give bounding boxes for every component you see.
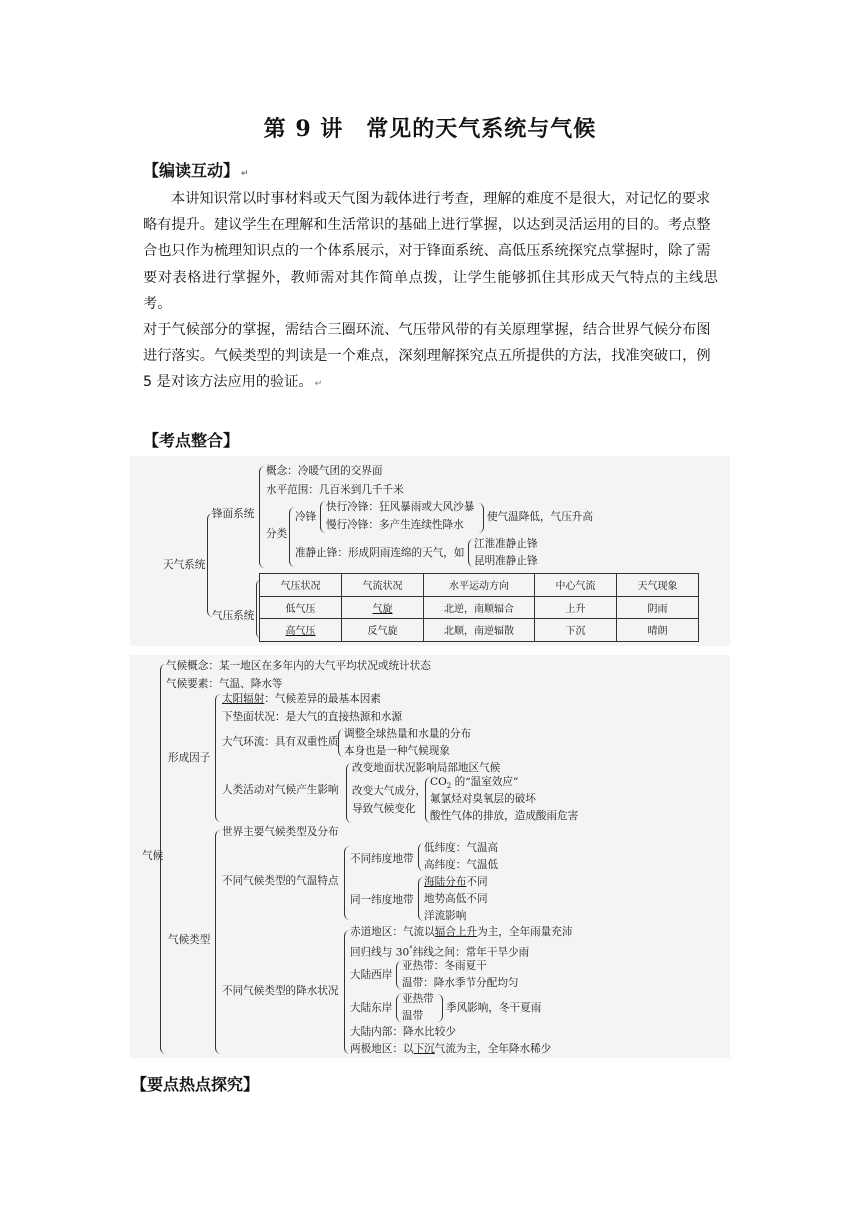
table-cell: 下沉 (535, 619, 617, 642)
intro-line: 进行落实。气候类型的判读是一个难点，深刻理解探究点五所提供的方法，找准突破口，例 (143, 348, 711, 365)
pressure-system-label: 气压系统 (212, 610, 255, 622)
intro-line (143, 369, 718, 397)
table-header-row (260, 574, 699, 597)
classify-label: 分类 (266, 528, 288, 540)
table-cell: 北逆，南顺辐合 (424, 596, 535, 619)
monsoon-effect: 季风影响，冬干夏雨 (446, 1002, 542, 1014)
cfc-ozone: 氟氯烃对臭氧层的破坏 (430, 793, 536, 805)
inland: 大陆内部：降水比较少 (350, 1026, 456, 1038)
formation-factors-label: 形成因子 (168, 752, 211, 764)
page-title: 第 9 讲 常见的天气系统与气候 (263, 116, 597, 142)
table-header-cell: 天气现象 (617, 574, 699, 597)
pressure-system-table (259, 573, 699, 642)
factor-surface: 下垫面状况：是大气的直接热源和水源 (222, 711, 403, 723)
cold-front-label: 冷锋 (295, 511, 317, 523)
table-header-cell: 气流状况 (342, 574, 424, 597)
equator-desc: 为主，全年雨量充沛 (477, 926, 573, 938)
land-sea-desc: 不同 (466, 876, 488, 888)
front-concept: 概念：冷暖气团的交界面 (266, 465, 383, 477)
polar-text: 两极地区：以 (350, 1043, 414, 1055)
west-subtropical: 亚热带：冬雨夏干 (402, 960, 487, 972)
low-latitude: 低纬度：气温高 (424, 842, 499, 854)
same-latitude: 同一纬度地带 (350, 894, 414, 906)
equator-term: 辐合上升 (434, 926, 478, 938)
section-heading-reading (143, 158, 249, 181)
co2-text: CO (430, 776, 447, 788)
table-cell-text: 气旋 (372, 603, 393, 615)
table-cell (260, 619, 342, 642)
front-system-label: 锋面系统 (212, 508, 255, 520)
climate-types-label: 气候类型 (168, 934, 211, 946)
circulation-adjust: 调整全球热量和水量的分布 (344, 728, 472, 740)
land-sea-term: 海陆分布 (424, 876, 467, 888)
section-heading-label: 【编读互动】 (143, 161, 240, 180)
west-coast: 大陆西岸 (350, 969, 393, 981)
table-cell: 阴雨 (617, 596, 699, 619)
terrain: 地势高低不同 (424, 893, 488, 905)
table-header-cell: 水平运动方向 (424, 574, 535, 597)
climate-diagram (130, 655, 730, 1058)
section-heading-key-points: 【考点整合】 (143, 431, 240, 450)
slow-cold-front: 慢行冷锋：多产生连续性降水 (326, 519, 464, 531)
climate-root-label: 气候 (142, 850, 164, 862)
weather-root-label: 天气系统 (163, 559, 206, 571)
intro-line: 对于气候部分的掌握，需结合三圈环流、气压带风带的有关原理掌握，结合世界气候分布图 (143, 322, 711, 339)
intro-line-text: 5 是对该方法应用的验证。 (143, 374, 313, 391)
jianghuai-front: 江淮准静止锋 (474, 538, 538, 550)
table-header-cell: 中心气流 (535, 574, 617, 597)
table-cell: 晴朗 (617, 619, 699, 642)
human-atmos-2: 导致气候变化 (352, 803, 416, 815)
table-row (260, 596, 699, 619)
front-range: 水平范围：几百米到几千千米 (266, 484, 404, 496)
acid-rain: 酸性气体的排放，造成酸雨危害 (430, 810, 579, 822)
table-cell: 低气压 (260, 596, 342, 619)
table-cell: 上升 (535, 596, 617, 619)
temp-characteristics: 不同气候类型的气温特点 (222, 875, 339, 887)
table-header-cell: 气压状况 (260, 574, 342, 597)
circulation-itself: 本身也是一种气候现象 (344, 745, 450, 757)
polar-term: 下沉 (413, 1043, 435, 1055)
intro-line: 略有提升。建议学生在理解和生活常识的基础上进行掌握，以达到灵活运用的目的。考点整 (143, 217, 711, 234)
human-atmos-1: 改变大气成分， (352, 785, 427, 797)
different-latitude: 不同纬度地带 (350, 853, 414, 865)
precip-characteristics: 不同气候类型的降水状况 (222, 985, 339, 997)
human-land: 改变地面状况影响局部地区气候 (352, 762, 501, 774)
table-cell (342, 596, 424, 619)
world-climate-types: 世界主要气候类型及分布 (222, 826, 339, 838)
west-temperate: 温带：降水季节分配均匀 (402, 977, 519, 989)
fast-cold-front: 快行冷锋：狂风暴雨或大风沙暴 (326, 501, 475, 513)
intro-line: 本讲知识常以时事材料或天气图为载体进行考查，理解的难度不是很大，对记忆的要求 (171, 191, 711, 207)
east-coast: 大陆东岸 (350, 1002, 393, 1014)
intro-line: 要对表格进行掌握外，教师需对其作简单点拨，让学生能够抓住其形成天气特点的主线思考。 (143, 269, 718, 312)
intro-line: 合也只作为梳理知识点的一个体系展示，对于锋面系统、高低压系统探究点掌握时，除了需 (143, 243, 711, 260)
climate-concept: 气候概念：某一地区在多年内的大气平均状况或统计状态 (166, 660, 431, 672)
solar-radiation-term: 太阳辐射 (222, 693, 265, 705)
intro-paragraph (143, 186, 718, 398)
kunming-front: 昆明准静止锋 (474, 555, 538, 567)
greenhouse-text: 的“温室效应” (451, 776, 519, 788)
solar-radiation-desc: ：气候差异的最基本因素 (264, 693, 381, 705)
table-row (260, 619, 699, 642)
degree-mark: ° (409, 945, 413, 953)
tropic-text: 回归线与 30 (350, 946, 410, 959)
return-mark: ↵ (314, 379, 323, 390)
table-cell: 北顺，南逆辐散 (424, 619, 535, 642)
cold-front-effect: 使气温降低，气压升高 (487, 511, 593, 523)
table-cell-text: 高气压 (285, 626, 316, 638)
quasi-stationary-front: 准静止锋：形成阴雨连绵的天气，如 (295, 547, 465, 559)
factor-circulation: 大气环流：具有双重性质 (222, 736, 339, 748)
factor-human: 人类活动对气候产生影响 (222, 784, 339, 796)
equator-text: 赤道地区：气流以 (350, 926, 435, 938)
east-temperate: 温带 (402, 1010, 424, 1022)
east-subtropical: 亚热带 (402, 993, 434, 1005)
ocean-currents: 洋流影响 (424, 910, 467, 922)
polar-desc: 气流为主，全年降水稀少 (434, 1043, 552, 1055)
high-latitude: 高纬度：气温低 (424, 859, 499, 871)
section-heading-exploration: 【要点热点探究】 (131, 1075, 260, 1094)
return-mark: ↵ (241, 169, 249, 179)
tropic-desc: 纬线之间：常年干旱少雨 (412, 946, 530, 959)
climate-elements: 气候要素：气温、降水等 (166, 678, 283, 690)
table-cell: 反气旋 (342, 619, 424, 642)
co2-subscript: 2 (446, 782, 452, 791)
